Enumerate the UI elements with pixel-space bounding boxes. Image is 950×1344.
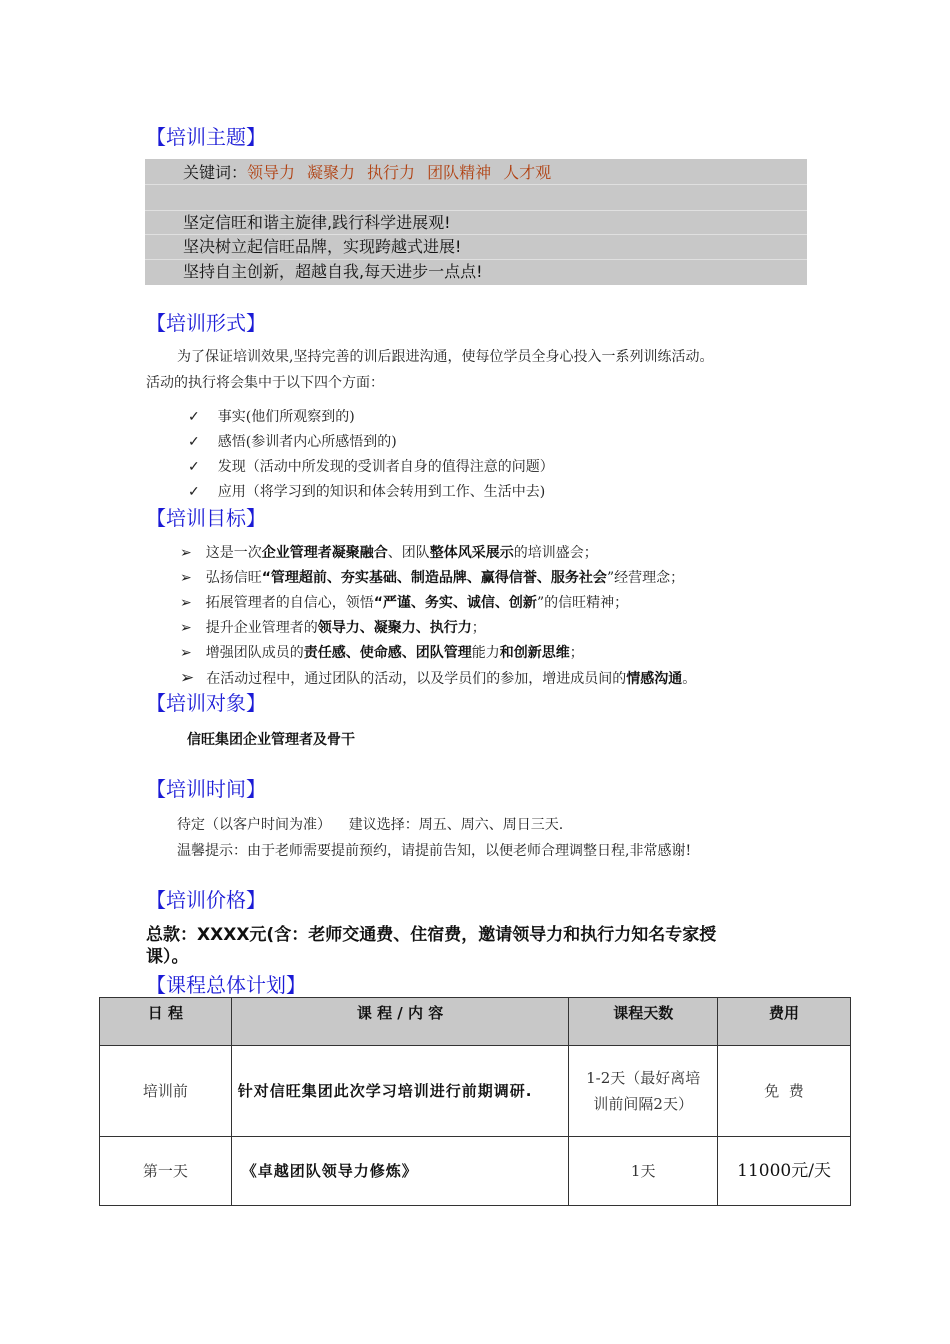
- goal-item: ➢ 提升企业管理者的领导力、凝聚力、执行力；: [180, 620, 486, 636]
- motto-line: 坚决树立起信旺品牌，实现跨越式进展!: [183, 237, 462, 256]
- cell-day: 第一天: [100, 1137, 232, 1206]
- section-heading-theme: 【培训主题】: [146, 125, 266, 149]
- arrow-bullet-icon: ➢: [180, 668, 195, 688]
- arrow-bullet-icon: ➢: [180, 645, 192, 661]
- table-row: [100, 1137, 851, 1206]
- check-item: ✓ 应用（将学习到的知识和体会转用到工作、生活中去): [188, 484, 546, 500]
- section-heading-target: 【培训对象】: [146, 691, 266, 715]
- goal-item: ➢ 弘扬信旺“管理超前、夯实基础、制造品牌、赢得信誉、服务社会”经营理念；: [180, 570, 685, 586]
- column-header-fee: 费用: [718, 998, 851, 1046]
- motto-line: 坚定信旺和谐主旋律,践行科学进展观!: [183, 213, 451, 232]
- check-mark-icon: ✓: [188, 434, 200, 450]
- check-mark-icon: ✓: [188, 484, 200, 500]
- keyword: 团队精神: [427, 163, 492, 182]
- check-mark-icon: ✓: [188, 459, 200, 475]
- target-text: 信旺集团企业管理者及骨干: [187, 732, 355, 748]
- section-heading-goal: 【培训目标】: [146, 506, 266, 530]
- arrow-bullet-icon: ➢: [180, 545, 192, 561]
- cell-fee: 11000元/天: [718, 1137, 851, 1206]
- goal-item: ➢ 增强团队成员的责任感、使命感、团队管理能力和创新思维；: [180, 645, 584, 661]
- table-header-row: [100, 998, 851, 1046]
- check-mark-icon: ✓: [188, 409, 200, 425]
- theme-box: [145, 159, 807, 285]
- goal-item: ➢ 拓展管理者的自信心，领悟“严谨、务实、诚信、创新”的信旺精神；: [180, 595, 629, 611]
- keywords-line: [183, 162, 551, 184]
- arrow-bullet-icon: ➢: [180, 620, 192, 636]
- column-header-content: 课 程 / 内 容: [231, 998, 569, 1046]
- column-header-days: 课程天数: [569, 998, 718, 1046]
- keyword: 领导力: [247, 163, 296, 182]
- keyword: 执行力: [367, 163, 416, 182]
- keyword-label: 关键词：: [183, 163, 248, 182]
- form-intro-line2: 活动的执行将会集中于以下四个方面：: [146, 375, 384, 391]
- goal-item: ➢ 这是一次企业管理者凝聚融合、团队整体风采展示的培训盛会；: [180, 545, 598, 561]
- table-row: [100, 1046, 851, 1137]
- motto-line: 坚持自主创新，超越自我,每天进步一点点!: [183, 262, 483, 281]
- check-item: ✓ 发现（活动中所发现的受训者自身的值得注意的问题）: [188, 459, 554, 475]
- keyword: 人才观: [503, 163, 552, 182]
- form-intro-line1: 为了保证培训效果,坚持完善的训后跟进沟通，使每位学员全身心投入一系列训练活动。: [177, 349, 714, 365]
- cell-content: 《卓越团队领导力修炼》: [231, 1137, 569, 1206]
- keyword: 凝聚力: [307, 163, 356, 182]
- time-line1: 待定（以客户时间为准） 建议选择：周五、周六、周日三天.: [177, 817, 564, 833]
- section-heading-form: 【培训形式】: [146, 311, 266, 335]
- cell-days: 1-2天（最好离培 训前间隔2天）: [569, 1046, 718, 1137]
- time-line2: 温馨提示：由于老师需要提前预约，请提前告知，以便老师合理调整日程,非常感谢!: [177, 843, 692, 859]
- price-line1: 总款：XXXX元(含：老师交通费、住宿费，邀请领导力和执行力知名专家授: [146, 925, 717, 945]
- section-heading-price: 【培训价格】: [146, 888, 266, 912]
- cell-day: 培训前: [100, 1046, 232, 1137]
- price-line2: 课）。: [146, 947, 189, 967]
- section-heading-plan: 【课程总体计划】: [146, 973, 306, 997]
- course-plan-table: [99, 997, 851, 1206]
- cell-fee: 免 费: [718, 1046, 851, 1137]
- check-item: ✓ 感悟(参训者内心所感悟到的): [188, 434, 397, 450]
- check-item: ✓ 事实(他们所观察到的): [188, 409, 355, 425]
- cell-content: 针对信旺集团此次学习培训进行前期调研.: [231, 1046, 569, 1137]
- arrow-bullet-icon: ➢: [180, 595, 192, 611]
- cell-days: 1天: [569, 1137, 718, 1206]
- arrow-bullet-icon: ➢: [180, 570, 192, 586]
- goal-item: ➢ 在活动过程中，通过团队的活动，以及学员们的参加，增进成员间的情感沟通。: [180, 668, 697, 688]
- column-header-schedule: 日 程: [100, 998, 232, 1046]
- section-heading-time: 【培训时间】: [146, 777, 266, 801]
